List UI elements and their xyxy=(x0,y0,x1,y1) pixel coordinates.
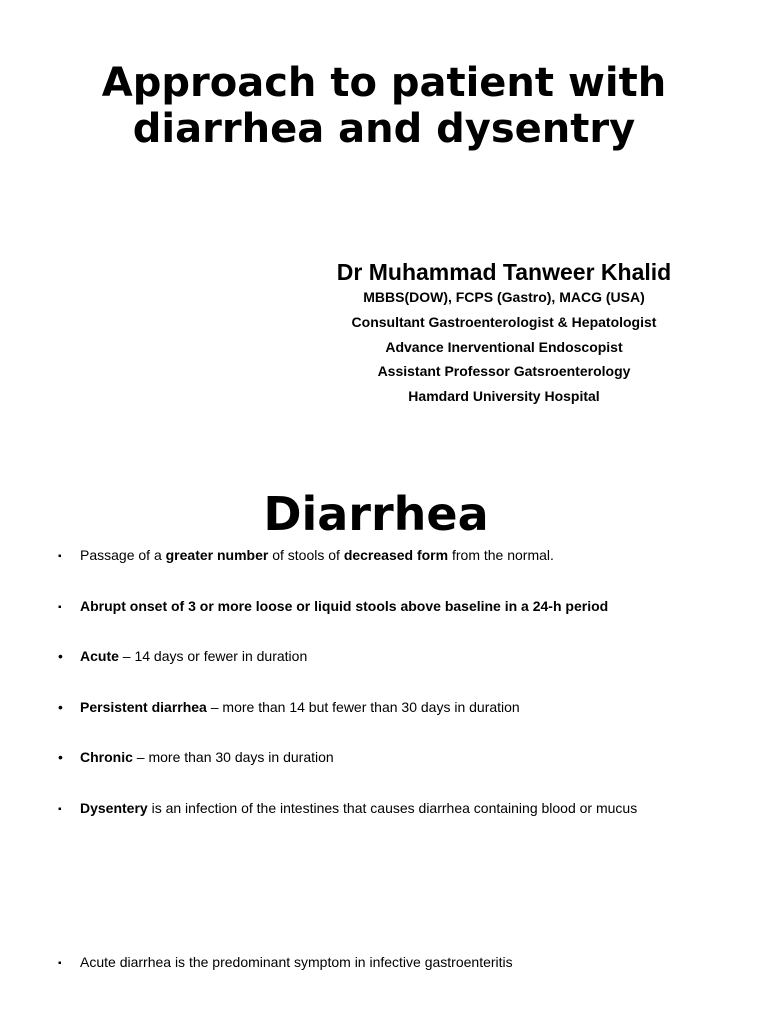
bullet-text: from the normal. xyxy=(448,547,554,563)
round-bullet-icon: • xyxy=(58,648,63,664)
bullet-text: is an infection of the intestines that causes diarrhea containing blood or mucus xyxy=(147,800,638,816)
square-bullet-icon: ▪ xyxy=(58,602,62,613)
bullet-abrupt-onset xyxy=(58,596,738,618)
author-credentials: MBBS(DOW), FCPS (Gastro), MACG (USA) xyxy=(363,289,645,305)
bullet-emphasis: Acute xyxy=(80,648,119,664)
author-block xyxy=(292,256,716,408)
round-bullet-icon: • xyxy=(58,749,63,765)
author-name: Dr Muhammad Tanweer Khalid xyxy=(336,259,672,285)
bullet-acute xyxy=(58,646,738,666)
author-position-2: Advance Inerventional Endoscopist xyxy=(385,338,623,355)
bullet-emphasis: Abrupt onset of 3 or more loose or liquid stools above baseline in a 24-h period xyxy=(80,598,609,614)
bullet-dysentery xyxy=(58,798,738,820)
author-affiliation: Hamdard University Hospital xyxy=(408,387,600,404)
bullet-emphasis: Persistent diarrhea xyxy=(80,699,207,715)
bullet-definition xyxy=(58,545,738,567)
presentation-title xyxy=(0,60,768,152)
title-line-2: diarrhea and dysentry xyxy=(132,106,636,152)
bullet-emphasis: greater number xyxy=(165,547,269,563)
bullet-acute-gastroenteritis xyxy=(58,952,738,974)
title-line-1: Approach to patient with xyxy=(101,60,667,106)
square-bullet-icon: ▪ xyxy=(58,804,62,815)
bullet-text: Passage of a xyxy=(80,547,166,563)
bullet-emphasis: decreased form xyxy=(343,547,449,563)
bullet-emphasis: Dysentery xyxy=(80,800,148,816)
bullet-text: – more than 30 days in duration xyxy=(132,749,334,765)
square-bullet-icon: ▪ xyxy=(58,958,62,969)
bullet-text: – more than 14 but fewer than 30 days in duration xyxy=(206,699,520,715)
diarrhea-slide xyxy=(0,470,768,1024)
bullet-persistent xyxy=(58,697,738,717)
bullet-text: – 14 days or fewer in duration xyxy=(118,648,308,664)
author-position-1: Consultant Gastroenterologist & Hepatologist xyxy=(351,314,657,330)
bullet-text: Acute diarrhea is the predominant symptom in infective gastroenteritis xyxy=(80,954,513,970)
bullet-chronic xyxy=(58,747,738,767)
square-bullet-icon: ▪ xyxy=(58,551,62,562)
round-bullet-icon: • xyxy=(58,699,63,715)
slide-title: Diarrhea xyxy=(263,487,489,541)
title-slide xyxy=(0,0,768,470)
author-position-3: Assistant Professor Gatsroenterology xyxy=(377,363,631,380)
bullet-emphasis: Chronic xyxy=(80,749,133,765)
bullet-text: of stools of xyxy=(268,547,344,563)
